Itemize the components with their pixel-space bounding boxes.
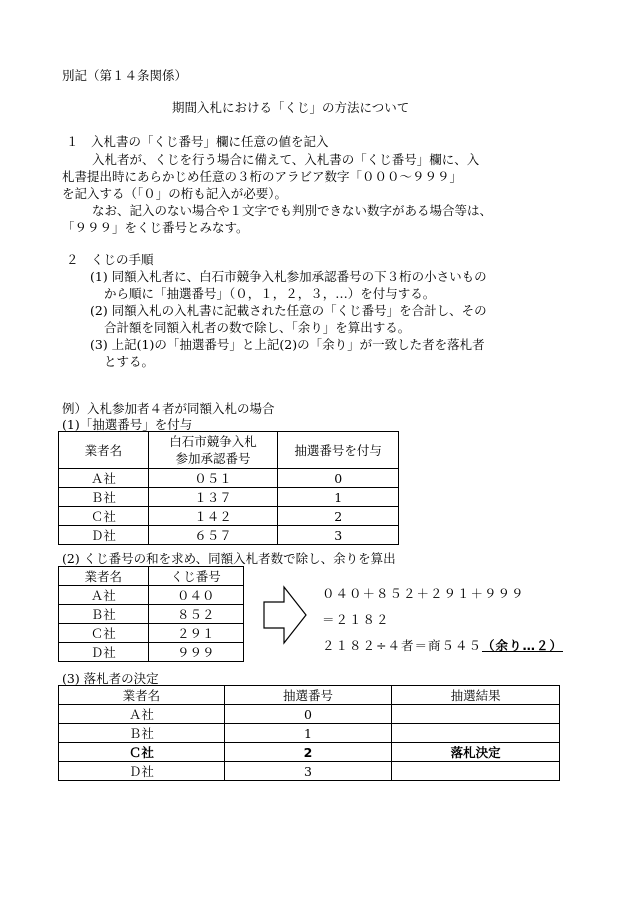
- table-row: [59, 488, 399, 507]
- lottery-number-cell: 0: [224, 705, 392, 724]
- calc-remainder: （余り…２）: [481, 638, 563, 653]
- lottery-number-table: [58, 431, 399, 545]
- result-cell: [392, 705, 560, 724]
- calc-sum: ０４０＋８５２＋２９１＋９９９: [322, 586, 525, 601]
- result-cell: [392, 762, 560, 781]
- table-row: [59, 724, 560, 743]
- table-header-cell: くじ番号: [148, 567, 243, 586]
- table-row: [59, 507, 399, 526]
- winner-table: [58, 685, 560, 781]
- approval-number-cell: ０５１: [148, 469, 278, 488]
- lottery-number-cell: 0: [278, 469, 399, 488]
- table-header-cell: 抽選番号: [224, 686, 392, 705]
- lottery-number-cell: 2: [224, 743, 392, 762]
- company-cell: Ｃ社: [59, 624, 149, 643]
- company-cell: Ｂ社: [59, 488, 149, 507]
- section-2-line: (1) 同額入札者に、白石市競争入札参加承認番号の下３桁の小さいもの: [90, 269, 487, 284]
- table-row: [59, 526, 399, 545]
- table-row: [59, 705, 560, 724]
- section-1-line: なお、記入のない場合や１文字でも判別できない数字がある場合等は、: [92, 203, 493, 218]
- table-row: [59, 762, 560, 781]
- approval-number-cell: ６５７: [148, 526, 278, 545]
- kuji-number-table: [58, 566, 244, 662]
- company-cell: Ｃ社: [59, 507, 149, 526]
- table-row: [59, 643, 244, 662]
- calc-quotient: ２１８２÷４者＝商５４５: [322, 638, 482, 653]
- table-row: [59, 586, 244, 605]
- table-1-caption: (1)「抽選番号」を付与: [62, 417, 193, 432]
- section-2-line: から順に「抽選番号」（０，１，２，３，…）を付与する。: [104, 286, 436, 301]
- table-row: [59, 743, 560, 762]
- lottery-number-cell: 1: [224, 724, 392, 743]
- company-cell: Ｄ社: [59, 643, 149, 662]
- company-cell: Ｄ社: [59, 762, 225, 781]
- table-header-cell: [148, 432, 278, 469]
- section-1-heading: １ 入札書の「くじ番号」欄に任意の値を記入: [66, 134, 329, 149]
- calc-division: [322, 636, 563, 654]
- section-2-line: 合計額を同額入札者の数で除し、「余り」を算出する。: [104, 320, 411, 335]
- result-cell: [392, 724, 560, 743]
- company-cell: Ｄ社: [59, 526, 149, 545]
- kuji-number-cell: ２９１: [148, 624, 243, 643]
- section-1-line: 入札者が、くじを行う場合に備えて、入札書の「くじ番号」欄に、入: [92, 152, 480, 167]
- company-cell: Ａ社: [59, 705, 225, 724]
- section-2-line: とする。: [104, 354, 155, 369]
- document-header: 別記（第１４条関係）: [62, 68, 188, 83]
- kuji-number-cell: ０４０: [148, 586, 243, 605]
- table-header-line: 白石市競争入札: [169, 434, 257, 449]
- section-2-heading: ２ くじの手順: [66, 252, 154, 267]
- kuji-number-cell: ９９９: [148, 643, 243, 662]
- table-3-caption: (3) 落札者の決定: [62, 671, 159, 686]
- calc-equals: ＝２１８２: [322, 612, 390, 627]
- lottery-number-cell: 3: [224, 762, 392, 781]
- company-cell: Ａ社: [59, 586, 149, 605]
- section-1-line: 札書提出時にあらかじめ任意の３桁のアラビア数字「０００～９９９」: [62, 169, 463, 184]
- section-1-line: を記入する（「０」の桁も記入が必要）。: [62, 186, 288, 201]
- approval-number-cell: １３７: [148, 488, 278, 507]
- table-header-cell: 抽選結果: [392, 686, 560, 705]
- lottery-number-cell: 1: [278, 488, 399, 507]
- company-cell: Ａ社: [59, 469, 149, 488]
- section-1-line: 「９９９」をくじ番号とみなす。: [62, 220, 249, 235]
- company-cell: Ｃ社: [59, 743, 225, 762]
- lottery-number-cell: 3: [278, 526, 399, 545]
- table-row: [59, 624, 244, 643]
- right-arrow-icon: [262, 585, 308, 645]
- company-cell: Ｂ社: [59, 605, 149, 624]
- section-2-line: (3) 上記(1)の「抽選番号」と上記(2)の「余り」が一致した者を落札者: [90, 337, 485, 352]
- result-cell: 落札決定: [392, 743, 560, 762]
- approval-number-cell: １４２: [148, 507, 278, 526]
- page-title: 期間入札における「くじ」の方法について: [172, 100, 410, 115]
- table-row: [59, 469, 399, 488]
- table-header-cell: 抽選番号を付与: [278, 432, 399, 469]
- kuji-number-cell: ８５２: [148, 605, 243, 624]
- table-header-cell: 業者名: [59, 567, 149, 586]
- table-header-cell: 業者名: [59, 686, 225, 705]
- table-header-line: 参加承認番号: [175, 451, 251, 466]
- example-heading: 例）入札参加者４者が同額入札の場合: [62, 401, 275, 416]
- table-row: [59, 605, 244, 624]
- section-2-line: (2) 同額入札の入札書に記載された任意の「くじ番号」を合計し、その: [90, 303, 487, 318]
- table-2-caption: (2) くじ番号の和を求め、同額入札者数で除し、余りを算出: [62, 551, 396, 566]
- table-header-cell: 業者名: [59, 432, 149, 469]
- company-cell: Ｂ社: [59, 724, 225, 743]
- lottery-number-cell: 2: [278, 507, 399, 526]
